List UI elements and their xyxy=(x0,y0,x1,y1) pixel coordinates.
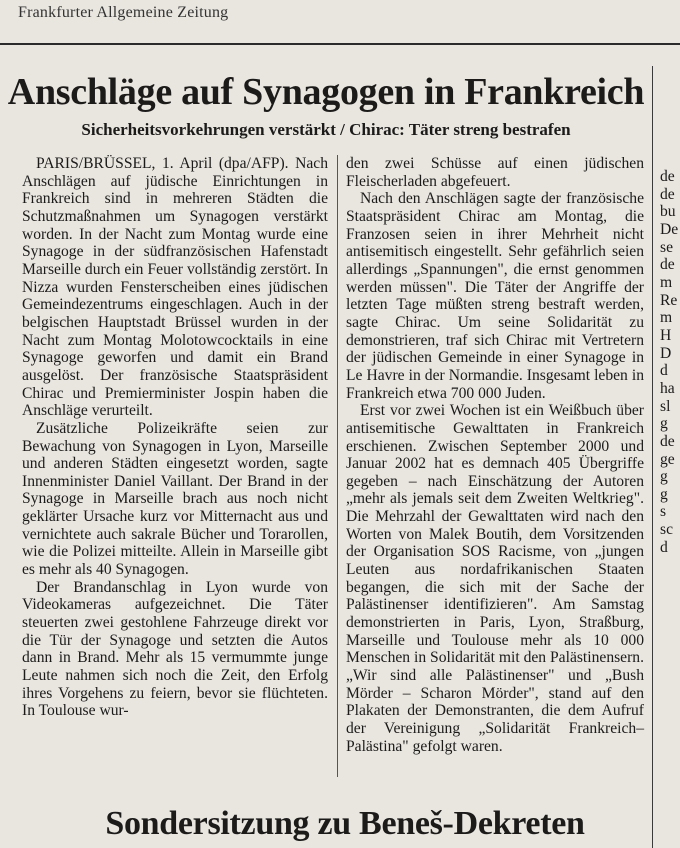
edge-fragment: m xyxy=(660,309,673,327)
paragraph: den zwei Schüsse auf einen jüdischen Fleischerladen abgefeuert. xyxy=(346,155,644,190)
edge-fragment: ge xyxy=(660,450,675,468)
next-article-headline: Sondersitzung zu Beneš-Dekreten xyxy=(105,805,585,842)
article-column-1 xyxy=(22,155,328,720)
edge-fragment: de xyxy=(660,185,675,203)
edge-fragment: Re xyxy=(660,291,678,309)
paragraph: PARIS/BRÜSSEL, 1. April (dpa/AFP). Nach Anschlägen auf jüdische Einrichtungen in Frankreich sind in mehreren Städten die Schutzmaßnahmen um Synagogen verstärkt worden. In der Nacht zum Montag wurde eine Synagoge in der südfranzösischen Hafenstadt Marseille durch ein Feuer vollständig zerstört. In Nizza wurden Fensterscheiben eines jüdischen Gemeindezentrums eingeschlagen. Auch in der belgischen Hauptstadt Brüssel wurden in der Nacht zum Montag Molotowcocktails in eine Synagoge geworfen und damit ein Brand ausgelöst. Der französische Staatspräsident Chirac und Premierminister Jospin haben die Anschläge verurteilt. xyxy=(22,155,328,420)
column-rule-right xyxy=(652,66,653,848)
edge-fragment: sl xyxy=(660,397,671,415)
edge-fragment: D xyxy=(660,344,672,362)
edge-fragment: m xyxy=(660,273,673,291)
edge-fragment: s xyxy=(660,503,667,521)
edge-fragment: De xyxy=(660,220,679,238)
edge-fragment: de xyxy=(660,168,675,185)
masthead: Frankfurter Allgemeine Zeitung xyxy=(18,4,229,21)
edge-fragment: se xyxy=(660,238,673,256)
paragraph: Der Brandanschlag in Lyon wurde von Videokameras aufgezeichnet. Die Täter steuerten zwei gestohlene Fahrzeuge direkt vor die Tür der Synagoge und setzten die Autos dann in Brand. Mehr als 15 vermummte junge Leute nahmen sich noch die Zeit, den Erfolg ihres Vorgehens zu feiern, bevor sie flüchteten. In Toulouse wur- xyxy=(22,578,328,720)
paragraph: Nach den Anschlägen sagte der französische Staatspräsident Chirac am Montag, die Franzosen seien in ihrer Mehrheit nicht antisemitisch eingestellt. Sehr gefährlich seien allerdings „Spannungen", die ernst genommen werden müssen". Die Täter der Angriffe der letzten Tage müßten streng bestraft werden, sagte Chirac. Um seine Solidarität zu demonstrieren, traf sich Chirac mit Vertretern der jüdischen Gemeinde in einer Synagoge in Le Havre in der Normandie. Insgesamt leben in Frankreich etwa 700 000 Juden. xyxy=(346,190,644,402)
edge-fragment: de xyxy=(660,256,675,274)
edge-fragment: ha xyxy=(660,379,675,397)
article-subheadline: Sicherheitsvorkehrungen verstärkt / Chirac: Täter streng bestrafen xyxy=(81,120,571,139)
edge-fragment: g xyxy=(660,415,668,433)
edge-fragment: bu xyxy=(660,203,676,221)
paragraph: Erst vor zwei Wochen ist ein Weißbuch über antisemitische Gewalttaten in Frankreich erschienen. Zwischen September 2000 und Januar 2002 hat es demnach 405 Übergriffe gegeben – nach Einschätzung der Autoren „mehr als jemals seit dem Zweiten Weltkrieg". Die Mehrzahl der Gewalttaten wird nach den Worten von Malek Boutih, dem Vorsitzenden der Organisation SOS Racisme, von „jungen Leuten aus nordafrikanischen Staaten begangen, die sich mit der Sache der Palästinenser identifizieren". Am Samstag demonstrierten in Paris, Lyon, Straßburg, Marseille und Toulouse mehr als 10 000 Menschen in Solidarität mit den Palästinensern. „Wir sind alle Palästinenser" und „Bush Mörder – Scharon Mörder", stand auf den Plakaten der Demonstranten, die dem Aufruf der Vereinigung „Solidarität Frankreich–Palästina" gefolgt waren. xyxy=(346,402,644,755)
masthead-rule xyxy=(0,43,680,45)
edge-fragment: d xyxy=(660,362,668,380)
paragraph: Zusätzliche Polizeikräfte seien zur Bewachung von Synagogen in Lyon, Marseille und anderen Städten eingesetzt worden, sagte Innenminister Daniel Vaillant. Der Brand in der Synagoge in Marseille brach aus noch nicht geklärter Ursache kurz vor Mitternacht aus und vernichtete auch sakrale Bücher und Torarollen, wie die Polizei mitteilte. Allein in Marseille gibt es mehr als 40 Synagogen. xyxy=(22,419,328,579)
edge-fragment: g xyxy=(660,468,668,486)
adjacent-column-fragment xyxy=(660,168,680,556)
edge-fragment: H xyxy=(660,326,672,344)
edge-fragment: d xyxy=(660,538,668,556)
edge-fragment: sc xyxy=(660,521,673,539)
edge-fragment: g xyxy=(660,485,668,503)
article-column-2 xyxy=(346,155,644,755)
article-headline: Anschläge auf Synagogen in Frankreich xyxy=(7,71,645,113)
column-divider xyxy=(337,155,338,777)
edge-fragment: de xyxy=(660,432,675,450)
